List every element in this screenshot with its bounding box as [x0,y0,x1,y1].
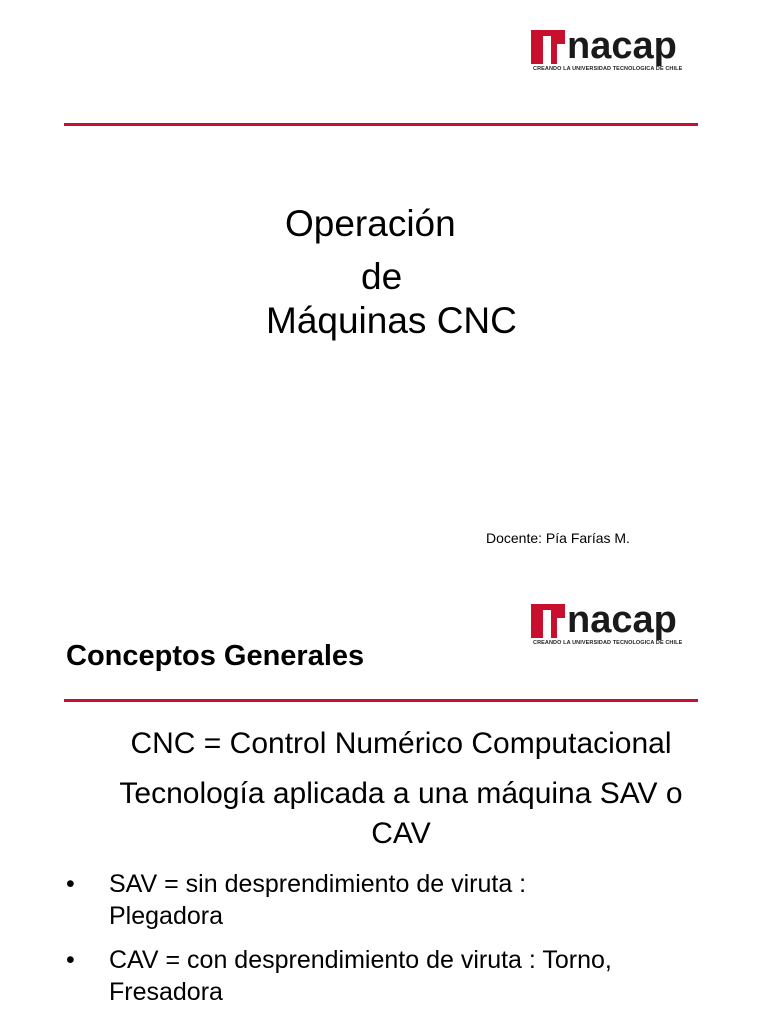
inacap-mark-icon [531,30,565,64]
docente-label: Docente: Pía Farías M. [486,530,630,546]
bullet-item [66,944,746,1008]
bullet-text-line: CAV = con desprendimiento de viruta : Torno, [109,946,612,974]
bullet-marker: • [66,870,75,898]
description-line-2: CAV [371,817,431,850]
section-heading: Conceptos Generales [66,640,365,672]
logo-wordmark: nacap [567,599,677,641]
title-line-2: de [361,256,403,297]
bullet-text-line: Fresadora [109,978,223,1006]
logo-wordmark: nacap [567,25,677,67]
title-line-3: Máquinas CNC [266,300,517,341]
title-line-1: Operación [285,203,456,244]
inacap-logo [531,25,711,80]
bullet-item [66,868,746,932]
definition-line: CNC = Control Numérico Computacional [130,727,672,760]
divider-line [64,123,698,126]
bullet-text-line: SAV = sin desprendimiento de viruta : [109,870,527,898]
description-line-1: Tecnología aplicada a una máquina SAV o [119,777,683,810]
content-slide [0,580,768,1024]
bullet-text-line: Plegadora [109,902,223,930]
bullet-marker: • [66,946,75,974]
inacap-mark-icon [531,604,565,638]
divider-line [64,699,698,702]
inacap-logo [531,599,711,654]
logo-tagline: CREANDO LA UNIVERSIDAD TECNOLOGICA DE CHILE [533,640,683,646]
logo-tagline: CREANDO LA UNIVERSIDAD TECNOLOGICA DE CHILE [533,66,683,72]
